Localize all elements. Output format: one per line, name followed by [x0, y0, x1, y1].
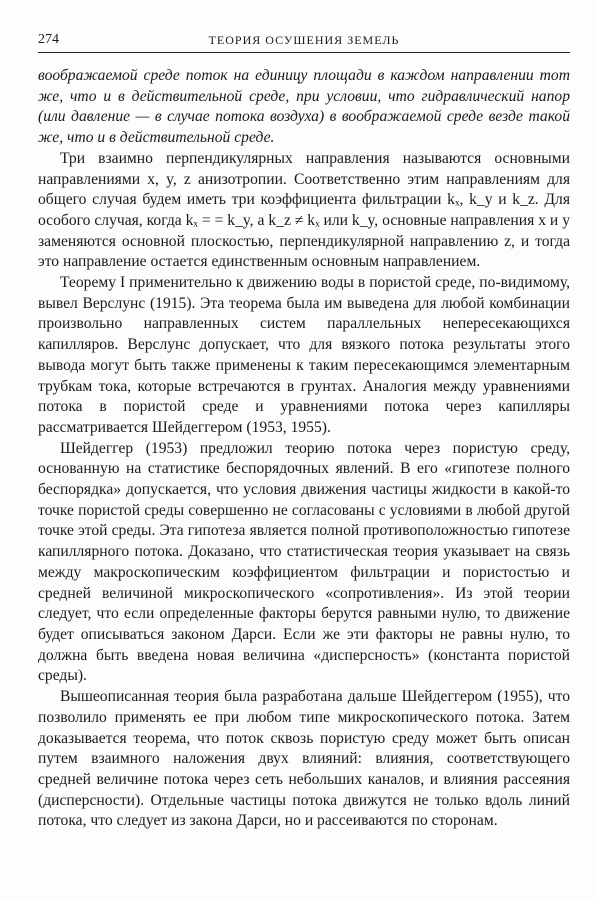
page-number: 274 — [38, 32, 59, 47]
paragraph-versluys-theorem: Теорему I применительно к движению воды в пористой среде, по-видимому, вывел Верслунс (1915). Эта теорема была им выведена для любой комбинации произвольно направленных систем параллельных непересекающихся капилляров. Верслунс допускает, что для вязкого потока результаты этого вывода могут быть также применены к таким пересекающимся элементарным трубкам тока, которые встречаются в грунтах. Аналогия между уравнениями потока в пористой среде и уравнениями потока через капилляры рассматривается Шейдеггером (1953, 1955). — [38, 274, 570, 436]
paragraph-anisotropy-directions: Три взаимно перпендикулярных направления называются основными направлениями x, y, z анизотропии. Соответственно этим направлениям для общего случая будем иметь три коэффициента фильтрации kₓ, k_y и k_z. Для особого случая, когда kₓ = = k_y, а k_z ≠ kₓ или k_y, основные направления x и y заменяются основной плоскостью, перпендикулярной направлению z, и тогда это направление остается единственным основным направлением. — [38, 149, 570, 271]
page-header — [38, 30, 570, 53]
body-text — [38, 66, 570, 832]
paragraph-scheidegger-1953: Шейдеггер (1953) предложил теорию потока через пористую среду, основанную на статистике беспорядочных явлений. В его «гипотезе полного беспорядка» допускается, что условия движения частицы жидкости в какой-то точке пористой среды совершенно не согласованы с условиями в любой другой точке этой среды. Эта гипотеза является полной противоположностью гипотезе капиллярного потока. Доказано, что статистическая теория указывает на связь между макроскопическим коэффициентом фильтрации и пористостью и средней величиной микроскопического «сопротивления». Из этой теории следует, что если определенные факторы берутся равными нулю, то движение будет описываться законом Дарси. Если же эти факторы не равны нулю, то должна быть введена новая величина «дисперсность» (константа пористой среды). — [38, 439, 570, 685]
paragraph-continuation: воображаемой среде поток на единицу площади в каждом направлении тот же, что и в действительной среде, при условии, что гидравлический напор (или давление — в случае потока воздуха) в воображаемой среде везде такой же, что и в действительной среде. — [38, 67, 570, 147]
paragraph-scheidegger-1955: Вышеописанная теория была разработана дальше Шейдеггером (1955), что позволило применять ее при любом типе микроскопического потока. Затем доказывается теорема, что поток сквозь пористую среду может быть описан путем взаимного наложения двух влияний: влияния, соответствующего средней величине потока через сеть небольших каналов, и влияния рассеяния (дисперсности). Отдельные частицы потока движутся не только вдоль линий потока, что следует из закона Дарси, но и рассеиваются по сторонам. — [38, 688, 570, 830]
running-title: ТЕОРИЯ ОСУШЕНИЯ ЗЕМЕЛЬ — [208, 33, 400, 47]
